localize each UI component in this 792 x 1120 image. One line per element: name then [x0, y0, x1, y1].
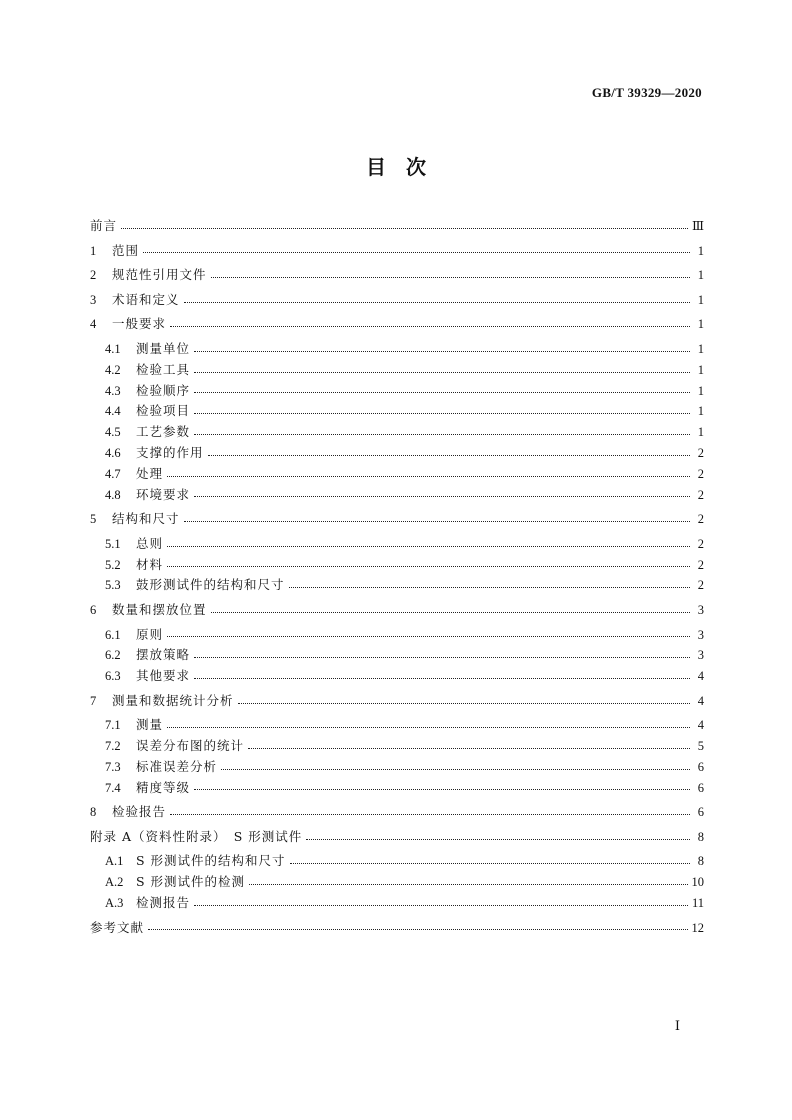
toc-subentry[interactable] — [90, 736, 704, 757]
toc-entry-label: 一般要求 — [112, 316, 167, 332]
toc-entry-label: 检测报告 — [136, 895, 191, 911]
toc-entry[interactable] — [90, 216, 704, 237]
toc-entry-page: 2 — [697, 536, 704, 551]
toc-entry-label: S 形测试件的结构和尺寸 — [136, 853, 286, 869]
toc-entry-label: 测量 — [136, 717, 164, 733]
toc-subentry[interactable] — [90, 666, 704, 687]
toc-subentry[interactable] — [90, 575, 704, 596]
toc-entry-number: 7.3 — [105, 759, 121, 774]
toc-entry-page: 1 — [697, 425, 704, 440]
toc-entry[interactable] — [90, 314, 704, 335]
toc-entry-label: 规范性引用文件 — [112, 267, 207, 283]
toc-subentry[interactable] — [90, 360, 704, 381]
toc-subentry[interactable] — [90, 422, 704, 443]
toc-subentry[interactable] — [90, 757, 704, 778]
toc-entry-label: 环境要求 — [136, 486, 191, 502]
toc-entry-number: 3 — [90, 292, 97, 307]
toc-entry-page: 4 — [697, 669, 704, 684]
toc-entry-label: 检验工具 — [136, 361, 191, 377]
toc-entry-page: 1 — [697, 317, 704, 332]
toc-entry-page: 11 — [691, 896, 704, 911]
toc-dot-leader — [194, 434, 690, 435]
toc-entry[interactable] — [90, 265, 704, 286]
toc-entry-number: 7.2 — [105, 739, 121, 754]
toc-entry-page: 4 — [697, 718, 704, 733]
toc-subentry[interactable] — [90, 443, 704, 464]
toc-entry-number: 5 — [90, 512, 97, 527]
toc-subentry[interactable] — [90, 401, 704, 422]
toc-entry-label: 检验顺序 — [136, 382, 191, 398]
toc-entry-label: 工艺参数 — [136, 424, 191, 440]
toc-dot-leader — [143, 252, 690, 253]
toc-entry[interactable] — [90, 509, 704, 530]
toc-entry-number: 5.1 — [105, 536, 121, 551]
toc-entry[interactable] — [90, 691, 704, 712]
toc-dot-leader — [194, 413, 690, 414]
toc-entry-number: 4.3 — [105, 383, 121, 398]
toc-entry-label: 摆放策略 — [136, 647, 191, 663]
toc-entry-page: 12 — [691, 920, 704, 935]
toc-entry-number: 4.1 — [105, 341, 121, 356]
toc-entry-label: 参考文献 — [90, 919, 145, 935]
toc-entry-label: 其他要求 — [136, 668, 191, 684]
toc-entry[interactable] — [90, 918, 704, 939]
toc-entry-number: 4 — [90, 317, 97, 332]
toc-entry-page: 2 — [697, 512, 704, 527]
toc-dot-leader — [289, 587, 690, 588]
toc-entry-number: A.2 — [105, 875, 124, 890]
toc-entry-label: 鼓形测试件的结构和尺寸 — [136, 577, 285, 593]
toc-entry-label: 标准误差分析 — [136, 758, 218, 774]
toc-entry-number: 6.1 — [105, 627, 121, 642]
toc-entry-label: 范围 — [112, 242, 140, 258]
toc-subentry[interactable] — [90, 555, 704, 576]
toc-entry-number: 4.8 — [105, 487, 121, 502]
toc-subentry[interactable] — [90, 872, 704, 893]
toc-entry-number: 7 — [90, 693, 97, 708]
toc-subentry[interactable] — [90, 464, 704, 485]
toc-subentry[interactable] — [90, 534, 704, 555]
toc-entry-page: 1 — [697, 268, 704, 283]
toc-entry-number: 8 — [90, 805, 97, 820]
toc-entry-number: 2 — [90, 268, 97, 283]
toc-subentry[interactable] — [90, 893, 704, 914]
toc-entry-number: 4.6 — [105, 445, 121, 460]
toc-entry-page: 1 — [697, 383, 704, 398]
toc-entry-page: 1 — [697, 404, 704, 419]
toc-dot-leader — [194, 678, 690, 679]
toc-dot-leader — [148, 929, 687, 930]
toc-entry-page: 1 — [697, 341, 704, 356]
toc-entry-page: 6 — [697, 759, 704, 774]
toc-subentry[interactable] — [90, 645, 704, 666]
toc-entry-label: 前言 — [90, 218, 118, 233]
toc-entry-label: 测量单位 — [136, 340, 191, 356]
toc-entry-label: 数量和摆放位置 — [112, 601, 207, 617]
toc-entry-page: 1 — [697, 292, 704, 307]
toc-subentry[interactable] — [90, 715, 704, 736]
toc-entry-number: 5.3 — [105, 578, 121, 593]
toc-entry[interactable] — [90, 802, 704, 823]
toc-entry-number: 7.1 — [105, 718, 121, 733]
toc-entry-label: 精度等级 — [136, 779, 191, 795]
toc-entry-label: 附录 A（资料性附录） S 形测试件 — [90, 828, 303, 844]
standard-code: GB/T 39329—2020 — [591, 85, 702, 100]
toc-entry-label: 术语和定义 — [112, 291, 180, 307]
toc-entry-page: 4 — [697, 693, 704, 708]
toc-dot-leader — [194, 657, 690, 658]
toc-dot-leader — [170, 326, 690, 327]
page-number: Ⅰ — [674, 1018, 680, 1033]
toc-entry-number: 7.4 — [105, 780, 121, 795]
toc-entry-page: 8 — [697, 829, 704, 844]
toc-entry-label: 总则 — [136, 535, 164, 551]
toc-dot-leader — [194, 372, 690, 373]
toc-entry-page: 6 — [697, 780, 704, 795]
toc-dot-leader — [167, 546, 690, 547]
toc-dot-leader — [121, 228, 688, 229]
toc-entry-number: 6 — [90, 602, 97, 617]
toc-entry-label: 测量和数据统计分析 — [112, 692, 234, 708]
toc-subentry[interactable] — [90, 778, 704, 799]
toc-entry-number: 4.7 — [105, 466, 121, 481]
toc-entry-page: 3 — [697, 602, 704, 617]
toc-entry-page: 1 — [697, 243, 704, 258]
toc-dot-leader — [290, 863, 690, 864]
toc-dot-leader — [194, 392, 690, 393]
toc-dot-leader — [194, 351, 690, 352]
toc-dot-leader — [194, 789, 690, 790]
toc-subentry[interactable] — [90, 485, 704, 506]
toc-entry-label: 检验报告 — [112, 804, 167, 820]
toc-dot-leader — [221, 769, 690, 770]
toc-entry-number: 6.3 — [105, 669, 121, 684]
toc-entry-label: 材料 — [136, 556, 164, 572]
toc-dot-leader — [167, 566, 690, 567]
toc-entry-page: 2 — [697, 445, 704, 460]
toc-entry-page: 3 — [697, 627, 704, 642]
toc-entry-page: 8 — [697, 854, 704, 869]
toc-entry-label: 检验项目 — [136, 403, 191, 419]
toc-entry-page: Ⅲ — [691, 219, 704, 233]
toc-dot-leader — [208, 455, 690, 456]
toc-dot-leader — [211, 277, 690, 278]
toc-entry-page: 5 — [697, 739, 704, 754]
toc-entry-number: A.3 — [105, 896, 124, 911]
toc-entry-number: A.1 — [105, 854, 124, 869]
toc-entry[interactable] — [90, 290, 704, 311]
page-title: 目 次 — [366, 155, 426, 179]
toc-entry-page: 10 — [691, 875, 704, 890]
toc-dot-leader — [184, 521, 690, 522]
toc-dot-leader — [238, 703, 690, 704]
toc-entry-page: 1 — [697, 362, 704, 377]
toc-dot-leader — [184, 302, 690, 303]
toc-entry-label: 支撑的作用 — [136, 444, 204, 460]
toc-entry-page: 2 — [697, 557, 704, 572]
toc-entry-page: 2 — [697, 578, 704, 593]
toc-entry-page: 3 — [697, 648, 704, 663]
toc-entry[interactable] — [90, 827, 704, 848]
toc-entry-number: 4.5 — [105, 425, 121, 440]
toc-subentry[interactable] — [90, 381, 704, 402]
toc-dot-leader — [167, 636, 690, 637]
toc-dot-leader — [248, 748, 690, 749]
toc-dot-leader — [167, 727, 690, 728]
toc-dot-leader — [170, 814, 690, 815]
toc-entry-page: 2 — [697, 487, 704, 502]
toc-dot-leader — [194, 496, 690, 497]
toc-entry-number: 6.2 — [105, 648, 121, 663]
toc-entry-label: 处理 — [136, 465, 164, 481]
toc-entry-number: 5.2 — [105, 557, 121, 572]
toc-entry-number: 1 — [90, 243, 97, 258]
toc-entry[interactable] — [90, 600, 704, 621]
toc-entry[interactable] — [90, 241, 704, 262]
toc-dot-leader — [211, 612, 690, 613]
toc-dot-leader — [249, 884, 687, 885]
toc-dot-leader — [306, 839, 690, 840]
toc-entry-number: 4.4 — [105, 404, 121, 419]
toc-dot-leader — [167, 476, 690, 477]
toc-entry-page: 2 — [697, 466, 704, 481]
toc-subentry[interactable] — [90, 625, 704, 646]
toc-entry-label: 误差分布图的统计 — [136, 738, 245, 754]
toc-dot-leader — [194, 905, 688, 906]
toc-entry-label: S 形测试件的检测 — [136, 874, 246, 890]
toc-subentry[interactable] — [90, 851, 704, 872]
table-of-contents — [90, 216, 704, 942]
toc-entry-number: 4.2 — [105, 362, 121, 377]
toc-subentry[interactable] — [90, 339, 704, 360]
toc-entry-label: 原则 — [136, 626, 164, 642]
toc-entry-page: 6 — [697, 805, 704, 820]
toc-entry-label: 结构和尺寸 — [112, 511, 180, 527]
